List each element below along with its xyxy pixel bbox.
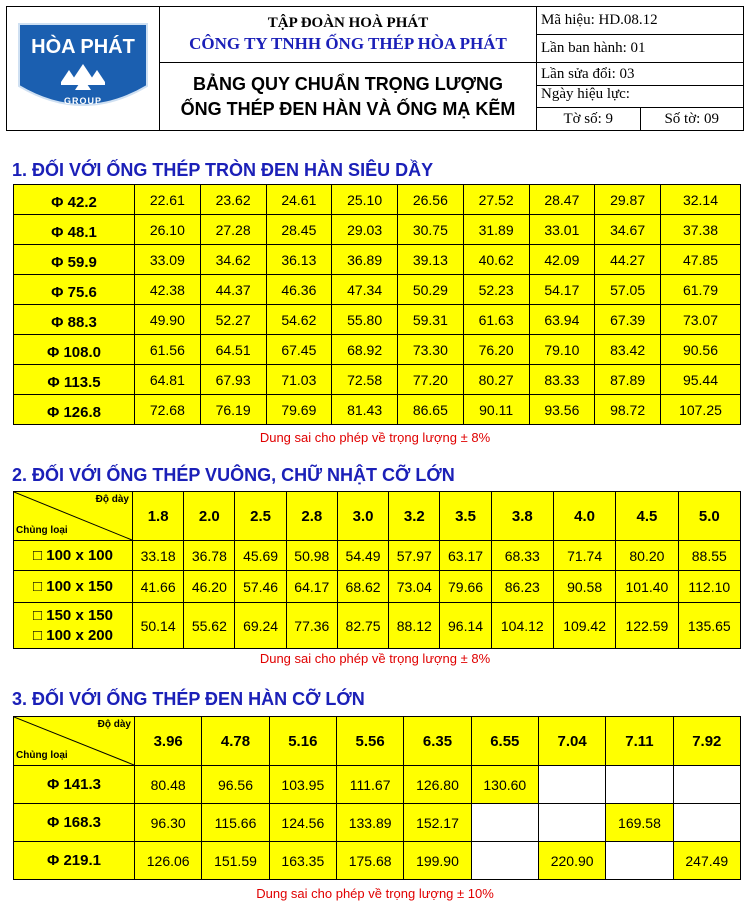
weight-cell: 67.93 [200, 365, 266, 395]
weight-cell: 126.06 [135, 842, 202, 880]
weight-cell: 46.36 [266, 275, 332, 305]
row-label: Φ 108.0 [14, 335, 135, 365]
weight-cell: 86.65 [398, 395, 464, 425]
weight-cell: 22.61 [135, 185, 201, 215]
table-row [14, 541, 741, 571]
weight-cell: 115.66 [202, 804, 269, 842]
title-cell [160, 63, 537, 131]
weight-cell: 90.11 [463, 395, 529, 425]
weight-cell: 72.68 [135, 395, 201, 425]
weight-cell: 83.33 [529, 365, 595, 395]
weight-cell: 80.48 [135, 766, 202, 804]
section-1-note: Dung sai cho phép về trọng lượng ± 8% [259, 430, 491, 445]
header-row [14, 717, 741, 766]
section-3-title: 3. ĐỐI VỚI ỐNG THÉP ĐEN HÀN CỠ LỚN [12, 689, 365, 709]
table-row [14, 245, 741, 275]
weight-cell: 68.62 [337, 571, 388, 603]
row-label-line: □ 100 x 100 [33, 547, 113, 564]
weight-cell: 36.78 [184, 541, 235, 571]
table-row [14, 215, 741, 245]
thickness-header: 7.11 [606, 717, 673, 766]
weight-cell: 199.90 [404, 842, 471, 880]
weight-cell: 57.97 [389, 541, 440, 571]
weight-cell: 81.43 [332, 395, 398, 425]
weight-cell: 169.58 [606, 804, 673, 842]
weight-cell: 52.23 [463, 275, 529, 305]
weight-cell: 34.67 [595, 215, 661, 245]
weight-cell: 57.05 [595, 275, 661, 305]
weight-cell: 23.62 [200, 185, 266, 215]
weight-cell: 59.31 [398, 305, 464, 335]
weight-cell: 126.80 [404, 766, 471, 804]
weight-cell: 31.89 [463, 215, 529, 245]
table-row [14, 804, 741, 842]
weight-cell: 36.89 [332, 245, 398, 275]
section-3-note: Dung sai cho phép về trọng lượng ± 10% [256, 886, 494, 901]
weight-cell: 80.20 [616, 541, 678, 571]
weight-cell: 57.46 [235, 571, 286, 603]
thickness-header: 4.5 [616, 492, 678, 541]
weight-cell: 82.75 [337, 603, 388, 649]
weight-cell: 73.30 [398, 335, 464, 365]
weight-cell: 24.61 [266, 185, 332, 215]
weight-cell: 101.40 [616, 571, 678, 603]
weight-cell: 69.24 [235, 603, 286, 649]
weight-cell: 152.17 [404, 804, 471, 842]
row-label: Φ 48.1 [14, 215, 135, 245]
weight-cell: 88.12 [389, 603, 440, 649]
weight-cell: 63.17 [440, 541, 491, 571]
table-row [14, 275, 741, 305]
weight-cell: 103.95 [269, 766, 336, 804]
weight-cell: 26.10 [135, 215, 201, 245]
section-2-table [13, 491, 741, 649]
table-row [14, 842, 741, 880]
weight-cell: 124.56 [269, 804, 336, 842]
row-label-line: □ 100 x 200 [33, 627, 113, 644]
weight-cell: 64.17 [286, 571, 337, 603]
weight-cell: 32.14 [661, 185, 741, 215]
row-label: Φ 75.6 [14, 275, 135, 305]
logo-text: HÒA PHÁT [31, 36, 135, 58]
row-label [14, 541, 133, 571]
sheet-number: Tờ số: 9 [537, 108, 641, 130]
section-2-note: Dung sai cho phép về trọng lượng ± 8% [259, 651, 491, 666]
weight-cell: 27.28 [200, 215, 266, 245]
weight-cell: 86.23 [491, 571, 553, 603]
weight-cell: 247.49 [673, 842, 740, 880]
row-label-line: □ 100 x 150 [33, 578, 113, 595]
thickness-label: Độ dày [95, 494, 129, 505]
weight-cell: 41.66 [133, 571, 184, 603]
logo-cell [7, 7, 160, 131]
row-label: Φ 42.2 [14, 185, 135, 215]
weight-cell: 175.68 [336, 842, 403, 880]
weight-cell: 34.62 [200, 245, 266, 275]
weight-cell: 61.56 [135, 335, 201, 365]
corner-header [14, 492, 133, 541]
doc-title-line2: ỐNG THÉP ĐEN HÀN VÀ ỐNG MẠ KẼM [180, 98, 516, 119]
weight-cell: 76.19 [200, 395, 266, 425]
weight-cell: 28.47 [529, 185, 595, 215]
table-row [14, 305, 741, 335]
weight-cell: 37.38 [661, 215, 741, 245]
weight-cell: 77.20 [398, 365, 464, 395]
empty-cell [538, 804, 605, 842]
empty-cell [606, 842, 673, 880]
weight-cell: 68.33 [491, 541, 553, 571]
table-row [14, 395, 741, 425]
weight-cell: 88.55 [678, 541, 740, 571]
row-label: Φ 141.3 [14, 766, 135, 804]
weight-cell: 87.89 [595, 365, 661, 395]
weight-cell: 83.42 [595, 335, 661, 365]
table-row [14, 185, 741, 215]
weight-cell: 133.89 [336, 804, 403, 842]
sheet-count: Số tờ: 09 [664, 111, 720, 127]
logo-group-text: GROUP [63, 96, 102, 106]
corner-header [14, 717, 135, 766]
weight-cell: 111.67 [336, 766, 403, 804]
weight-cell: 77.36 [286, 603, 337, 649]
weight-cell: 63.94 [529, 305, 595, 335]
weight-cell: 79.69 [266, 395, 332, 425]
weight-cell: 28.45 [266, 215, 332, 245]
weight-cell: 30.75 [398, 215, 464, 245]
weight-cell: 73.07 [661, 305, 741, 335]
weight-cell: 54.49 [337, 541, 388, 571]
thickness-header: 2.8 [286, 492, 337, 541]
row-label [14, 603, 133, 649]
weight-cell: 220.90 [538, 842, 605, 880]
weight-cell: 52.27 [200, 305, 266, 335]
weight-cell: 50.14 [133, 603, 184, 649]
thickness-header: 3.2 [389, 492, 440, 541]
table-row [14, 766, 741, 804]
row-label: Φ 168.3 [14, 804, 135, 842]
weight-cell: 122.59 [616, 603, 678, 649]
row-label: Φ 126.8 [14, 395, 135, 425]
weight-cell: 29.03 [332, 215, 398, 245]
weight-cell: 135.65 [678, 603, 740, 649]
doc-revision: Lần sửa đổi: 03 [537, 63, 744, 86]
thickness-header: 3.96 [135, 717, 202, 766]
weight-cell: 68.92 [332, 335, 398, 365]
weight-cell: 54.62 [266, 305, 332, 335]
hoa-phat-logo [13, 16, 153, 116]
weight-cell: 45.69 [235, 541, 286, 571]
row-label: Φ 219.1 [14, 842, 135, 880]
thickness-header: 6.55 [471, 717, 538, 766]
section-2-title: 2. ĐỐI VỚI ỐNG THÉP VUÔNG, CHỮ NHẬT CỠ LỚN [12, 465, 455, 485]
empty-cell [673, 804, 740, 842]
doc-effective: Ngày hiệu lực: [537, 86, 743, 108]
table-row [14, 365, 741, 395]
weight-cell: 79.66 [440, 571, 491, 603]
weight-cell: 49.90 [135, 305, 201, 335]
weight-cell: 107.25 [661, 395, 741, 425]
weight-cell: 61.79 [661, 275, 741, 305]
thickness-header: 5.56 [336, 717, 403, 766]
weight-cell: 90.58 [553, 571, 615, 603]
weight-cell: 67.45 [266, 335, 332, 365]
weight-cell: 39.13 [398, 245, 464, 275]
weight-cell: 96.14 [440, 603, 491, 649]
thickness-label: Độ dày [97, 719, 131, 730]
weight-cell: 98.72 [595, 395, 661, 425]
doc-title-line1: BẢNG QUY CHUẨN TRỌNG LƯỢNG [193, 73, 503, 94]
weight-cell: 64.81 [135, 365, 201, 395]
weight-cell: 130.60 [471, 766, 538, 804]
weight-cell: 80.27 [463, 365, 529, 395]
thickness-header: 2.5 [235, 492, 286, 541]
row-label: Φ 88.3 [14, 305, 135, 335]
thickness-header: 3.5 [440, 492, 491, 541]
weight-cell: 42.38 [135, 275, 201, 305]
weight-cell: 71.74 [553, 541, 615, 571]
weight-cell: 29.87 [595, 185, 661, 215]
company-cell [160, 7, 537, 63]
weight-cell: 33.09 [135, 245, 201, 275]
weight-cell: 27.52 [463, 185, 529, 215]
weight-cell: 47.34 [332, 275, 398, 305]
weight-cell: 55.80 [332, 305, 398, 335]
type-label: Chủng loại [16, 750, 68, 761]
empty-cell [471, 804, 538, 842]
weight-cell: 151.59 [202, 842, 269, 880]
weight-cell: 96.56 [202, 766, 269, 804]
weight-cell: 50.98 [286, 541, 337, 571]
weight-cell: 73.04 [389, 571, 440, 603]
weight-cell: 79.10 [529, 335, 595, 365]
weight-cell: 26.56 [398, 185, 464, 215]
header-row [14, 492, 741, 541]
row-label-line: □ 150 x 150 [33, 607, 113, 624]
weight-cell: 95.44 [661, 365, 741, 395]
thickness-header: 4.78 [202, 717, 269, 766]
weight-cell: 67.39 [595, 305, 661, 335]
thickness-header: 4.0 [553, 492, 615, 541]
weight-cell: 112.10 [678, 571, 740, 603]
table-row [14, 571, 741, 603]
thickness-header: 2.0 [184, 492, 235, 541]
weight-cell: 109.42 [553, 603, 615, 649]
thickness-header: 3.0 [337, 492, 388, 541]
weight-cell: 71.03 [266, 365, 332, 395]
row-label [14, 571, 133, 603]
doc-code: Mã hiệu: HD.08.12 [537, 7, 744, 35]
weight-cell: 50.29 [398, 275, 464, 305]
sheet-info [537, 108, 743, 130]
empty-cell [538, 766, 605, 804]
weight-cell: 25.10 [332, 185, 398, 215]
weight-cell: 47.85 [661, 245, 741, 275]
weight-cell: 44.37 [200, 275, 266, 305]
weight-cell: 36.13 [266, 245, 332, 275]
weight-cell: 76.20 [463, 335, 529, 365]
thickness-header: 5.0 [678, 492, 740, 541]
weight-cell: 96.30 [135, 804, 202, 842]
weight-cell: 93.56 [529, 395, 595, 425]
weight-cell: 33.01 [529, 215, 595, 245]
section-1-title: 1. ĐỐI VỚI ỐNG THÉP TRÒN ĐEN HÀN SIÊU DẦY [12, 160, 434, 180]
weight-cell: 42.09 [529, 245, 595, 275]
thickness-header: 6.35 [404, 717, 471, 766]
document-header [6, 6, 744, 131]
doc-issue: Lần ban hành: 01 [537, 35, 744, 63]
thickness-header: 7.04 [538, 717, 605, 766]
weight-cell: 72.58 [332, 365, 398, 395]
meta-cell [537, 86, 744, 131]
group-name: TẬP ĐOÀN HOÀ PHÁT [267, 15, 429, 31]
row-label: Φ 113.5 [14, 365, 135, 395]
weight-cell: 40.62 [463, 245, 529, 275]
table-row [14, 335, 741, 365]
row-label: Φ 59.9 [14, 245, 135, 275]
weight-cell: 55.62 [184, 603, 235, 649]
empty-cell [606, 766, 673, 804]
weight-cell: 90.56 [661, 335, 741, 365]
thickness-header: 1.8 [133, 492, 184, 541]
empty-cell [471, 842, 538, 880]
weight-cell: 163.35 [269, 842, 336, 880]
weight-cell: 104.12 [491, 603, 553, 649]
section-1-table [13, 184, 741, 425]
weight-cell: 64.51 [200, 335, 266, 365]
weight-cell: 54.17 [529, 275, 595, 305]
table-row [14, 603, 741, 649]
weight-cell: 33.18 [133, 541, 184, 571]
weight-cell: 46.20 [184, 571, 235, 603]
section-3-table [13, 716, 741, 880]
thickness-header: 7.92 [673, 717, 740, 766]
weight-cell: 44.27 [595, 245, 661, 275]
weight-cell: 61.63 [463, 305, 529, 335]
type-label: Chủng loại [16, 525, 68, 536]
thickness-header: 5.16 [269, 717, 336, 766]
empty-cell [673, 766, 740, 804]
thickness-header: 3.8 [491, 492, 553, 541]
company-name: CÔNG TY TNHH ỐNG THÉP HÒA PHÁT [189, 34, 507, 53]
